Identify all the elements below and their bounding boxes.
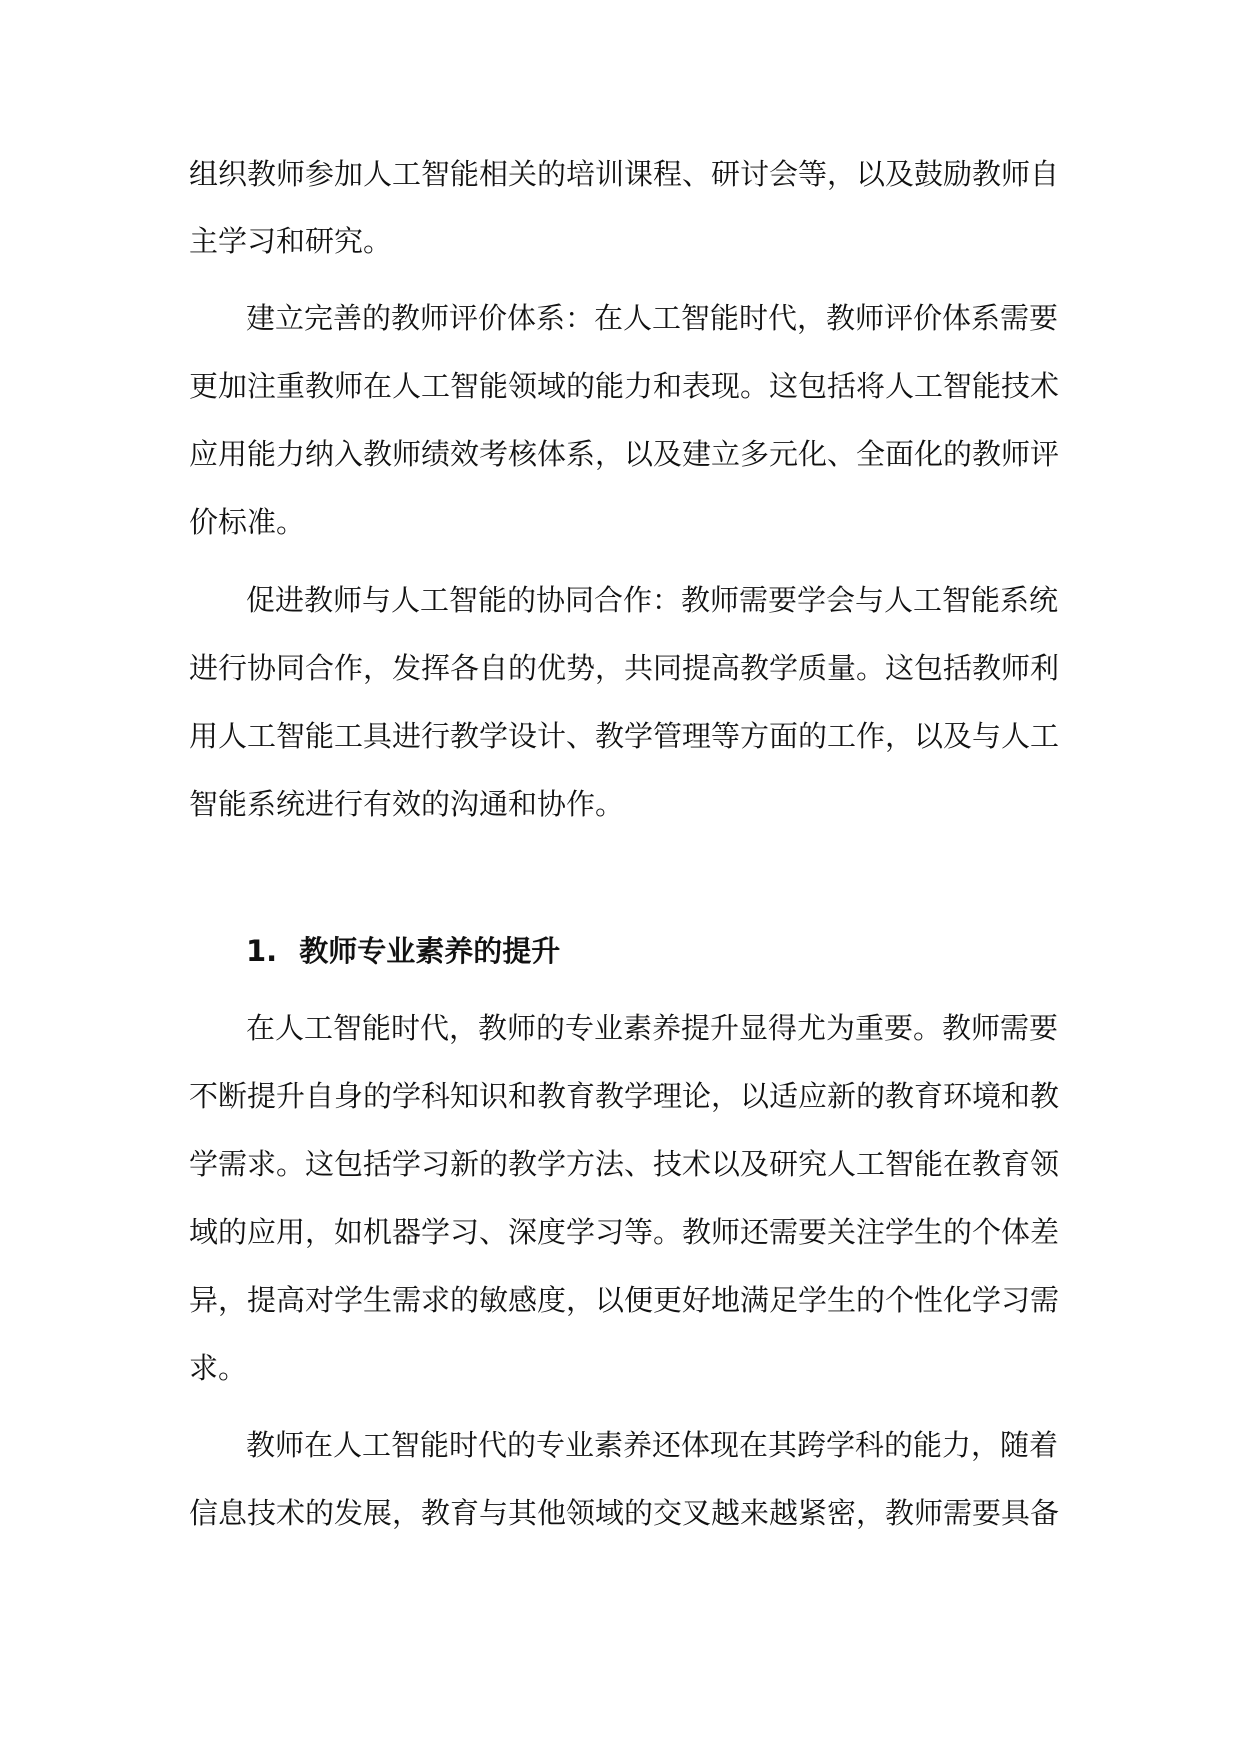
text-line: 不断提升自身的学科知识和教育教学理论，以适应新的教育环境和教 — [189, 1079, 1060, 1113]
text-line: 促进教师与人工智能的协同合作：教师需要学会与人工智能系统 — [246, 583, 1059, 617]
text-line: 应用能力纳入教师绩效考核体系，以及建立多元化、全面化的教师评 — [189, 437, 1060, 471]
text-line: 域的应用，如机器学习、深度学习等。教师还需要关注学生的个体差 — [189, 1215, 1060, 1249]
text-line: 求。 — [189, 1351, 248, 1385]
text-line: 用人工智能工具进行教学设计、教学管理等方面的工作，以及与人工 — [189, 719, 1060, 753]
text-line: 进行协同合作，发挥各自的优势，共同提高教学质量。这包括教师利 — [189, 651, 1060, 685]
text-line: 价标准。 — [189, 505, 306, 539]
text-line: 建立完善的教师评价体系：在人工智能时代，教师评价体系需要 — [246, 301, 1059, 335]
heading-text: 教师专业素养的提升 — [299, 934, 561, 968]
text-line: 信息技术的发展，教育与其他领域的交叉越来越紧密，教师需要具备 — [189, 1496, 1060, 1530]
section-heading — [246, 931, 560, 971]
text-line: 更加注重教师在人工智能领域的能力和表现。这包括将人工智能技术 — [189, 369, 1060, 403]
text-line: 在人工智能时代，教师的专业素养提升显得尤为重要。教师需要 — [246, 1011, 1059, 1045]
text-line: 学需求。这包括学习新的教学方法、技术以及研究人工智能在教育领 — [189, 1147, 1060, 1181]
text-line: 教师在人工智能时代的专业素养还体现在其跨学科的能力，随着 — [246, 1428, 1059, 1462]
text-line: 组织教师参加人工智能相关的培训课程、研讨会等，以及鼓励教师自 — [189, 157, 1060, 191]
text-line: 主学习和研究。 — [189, 224, 393, 258]
text-line: 智能系统进行有效的沟通和协作。 — [189, 787, 625, 821]
heading-number: 1. — [246, 934, 278, 968]
text-line: 异，提高对学生需求的敏感度，以便更好地满足学生的个性化学习需 — [189, 1283, 1060, 1317]
